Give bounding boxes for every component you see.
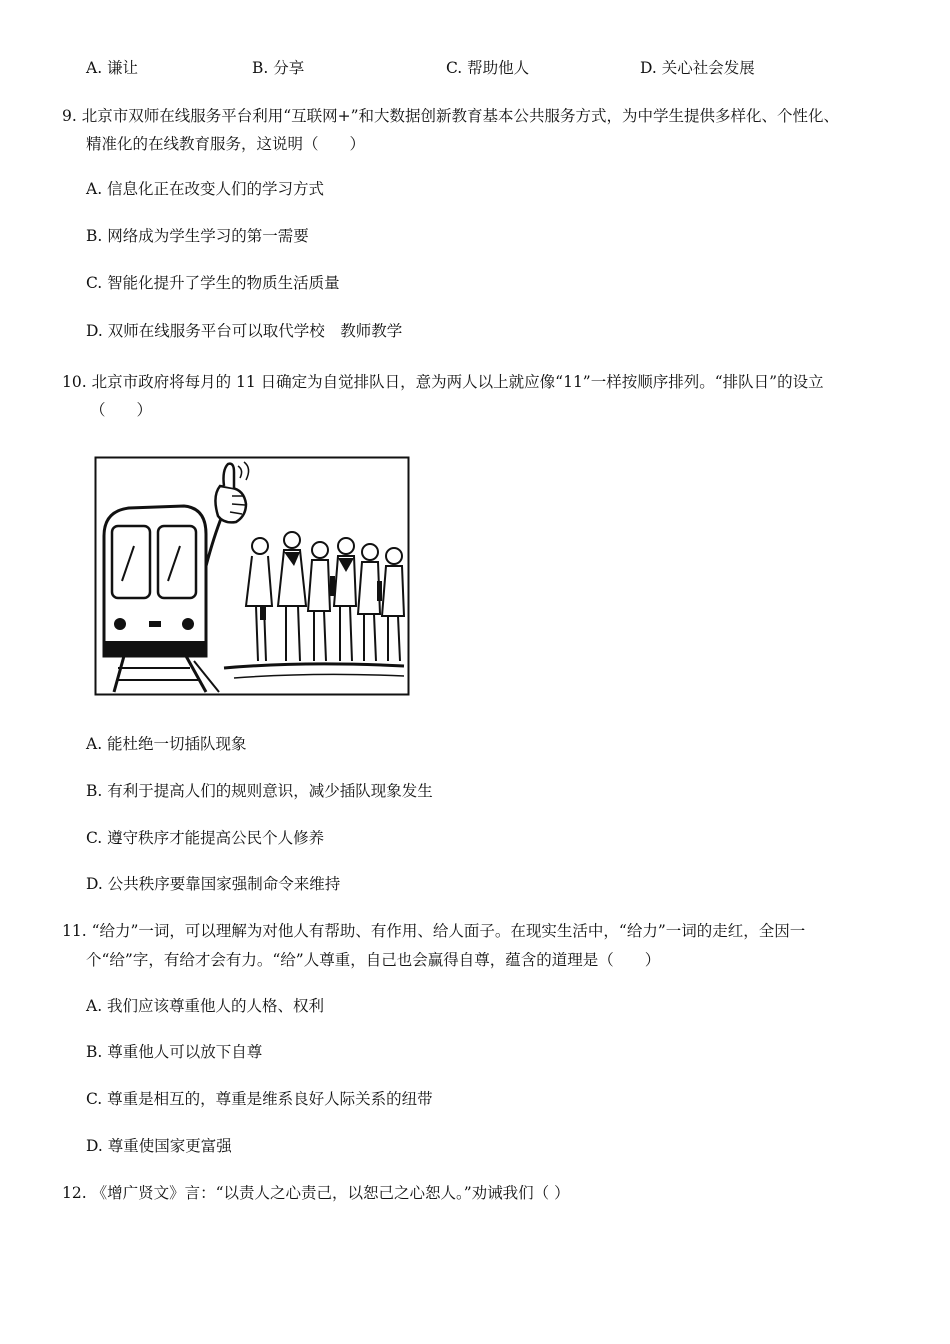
q9-option-d: D. 双师在线服务平台可以取代学校 教师教学 (86, 322, 403, 340)
q8-option-d: D. 关心社会发展 (640, 59, 755, 77)
q11-stem-line2: 个“给”字，有给才会有力。“给”人尊重，自己也会赢得自尊，蕴含的道理是（ ） (86, 951, 661, 969)
q8-option-c: C. 帮助他人 (446, 59, 530, 77)
q10-option-c: C. 遵守秩序才能提高公民个人修养 (86, 829, 325, 847)
q8-option-a: A. 谦让 (86, 59, 139, 77)
q9-stem-line2: 精准化的在线教育服务，这说明（ ） (86, 135, 366, 153)
q11-option-b: B. 尊重他人可以放下自尊 (86, 1043, 263, 1061)
queue-train-illustration (94, 456, 410, 696)
q11-option-c: C. 尊重是相互的，尊重是维系良好人际关系的纽带 (86, 1090, 433, 1108)
q9-stem-line1: 9. 北京市双师在线服务平台利用“互联网+”和大数据创新教育基本公共服务方式，为中学生提供多样化、个性化、 (62, 107, 840, 125)
q10-stem-line2: （ ） (90, 401, 153, 419)
q12-stem-line1: 12. 《增广贤文》言：“以责人之心责己，以恕己之心恕人。”劝诫我们（ ） (62, 1184, 570, 1202)
q10-option-a: A. 能杜绝一切插队现象 (86, 735, 247, 753)
q11-stem-line1: 11. “给力”一词，可以理解为对他人有帮助、有作用、给人面子。在现实生活中，“给力”一词的走红，全因一 (62, 922, 806, 940)
q10-option-d: D. 公共秩序要靠国家强制命令来维持 (86, 875, 341, 893)
q11-option-a: A. 我们应该尊重他人的人格、权利 (86, 997, 325, 1015)
q9-option-b: B. 网络成为学生学习的第一需要 (86, 227, 309, 245)
q11-option-d: D. 尊重使国家更富强 (86, 1137, 232, 1155)
q9-option-a: A. 信息化正在改变人们的学习方式 (86, 180, 325, 198)
q10-stem-line1: 10. 北京市政府将每月的 11 日确定为自觉排队日，意为两人以上就应像“11”一样按顺序排列。“排队日”的设立 (62, 373, 824, 391)
q9-option-c: C. 智能化提升了学生的物质生活质量 (86, 274, 340, 292)
q10-option-b: B. 有利于提高人们的规则意识，减少插队现象发生 (86, 782, 433, 800)
q8-option-b: B. 分享 (252, 59, 305, 77)
